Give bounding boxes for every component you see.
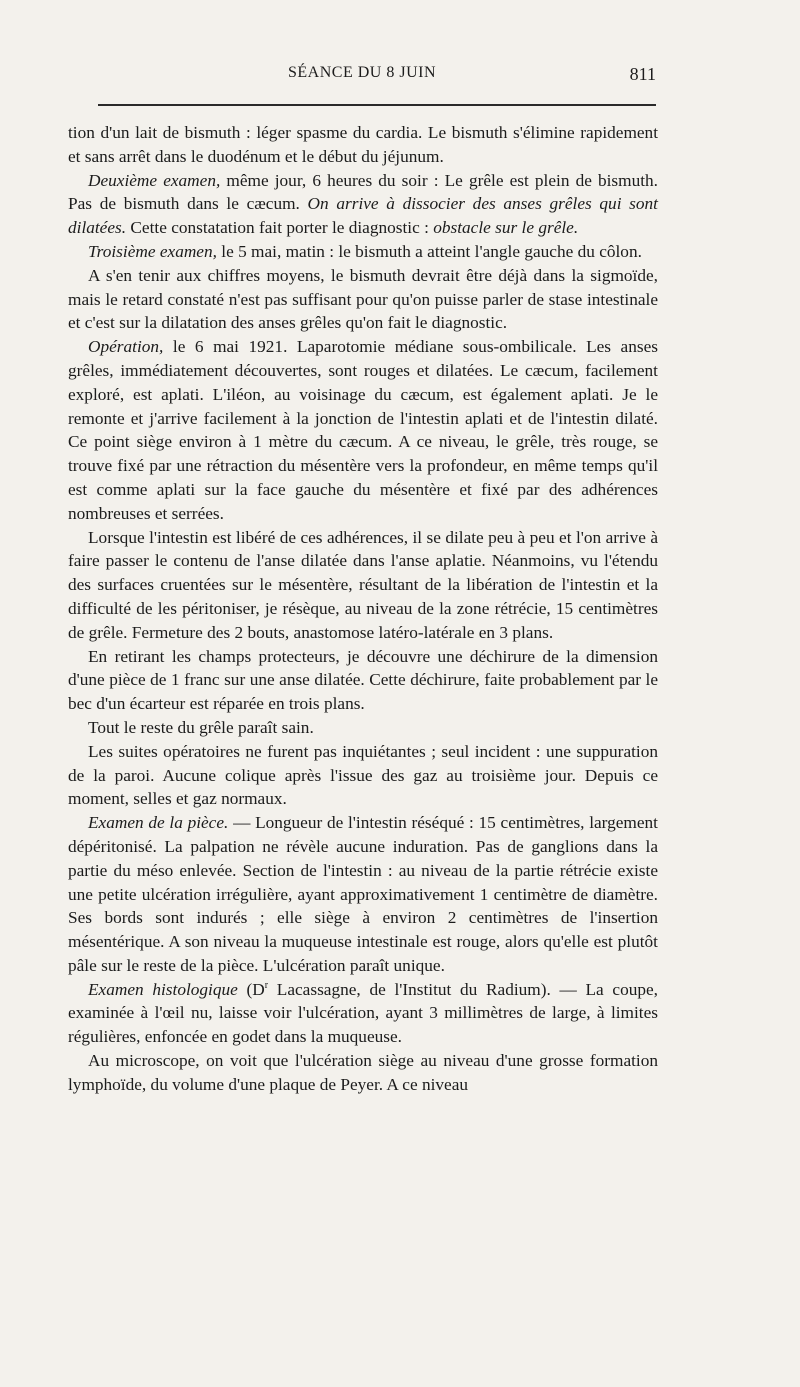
paragraph: [68, 716, 658, 740]
paragraph-text: Tout le reste du grêle paraît sain.: [88, 717, 314, 737]
paragraph: [68, 335, 658, 525]
header-rule: [98, 104, 656, 106]
paragraph-lead: Examen histologique: [88, 979, 238, 999]
paragraph-text: Lorsque l'intestin est libéré de ces adhérences, il se dilate peu à peu et l'on arrive à faire passer le contenu de l'anse dilatée dans l'anse aplatie. Néanmoins, vu l'étendu des surfaces cruentées sur le mésentère, résultant de la libération de l'intestin et la difficulté de les péritoniser, je résèque, au niveau de la zone rétrécie, 15 centimètres de grêle. Fermeture des 2 bouts, anastomose latéro-latérale en 3 plans.: [68, 527, 658, 642]
paragraph-text: En retirant les champs protecteurs, je découvre une déchirure de la dimension d'une pièce de 1 franc sur une anse dilatée. Cette déchirure, faite probablement par le bec d'un écarteur est réparée en trois plans.: [68, 646, 658, 714]
paragraph-text: tion d'un lait de bismuth : léger spasme du cardia. Le bismuth s'élimine rapidement et sans arrêt dans le duodénum et le début du jéjunum.: [68, 123, 658, 166]
paragraph: [68, 740, 658, 811]
paragraph-text: le 5 mai, matin : le bismuth a atteint l'angle gauche du côlon.: [216, 241, 642, 261]
paragraph-text: (D: [237, 979, 265, 999]
paragraph-lead: Troisième examen,: [88, 241, 217, 261]
paragraph: [68, 264, 658, 335]
paragraph-italic: On arrive à dissocier des anses grêles qui sont dilatées.: [68, 194, 658, 238]
paragraph: [68, 978, 658, 1049]
paragraph-lead: Examen de la pièce.: [88, 813, 229, 833]
paragraph: [68, 1049, 658, 1097]
superscript: r: [264, 979, 269, 991]
paragraph: [68, 169, 658, 240]
paragraph-text: le 6 mai 1921. Laparotomie médiane sous-ombilicale. Les anses grêles, immédiatement découvertes, sont rouges et dilatées. Le cæcum, facilement exploré, est aplati. L'iléon, au voisinage du cæcum, est également aplati. Je le remonte et j'arrive facilement à la jonction de l'intestin aplati et de l'intestin dilaté. Ce point siège environ à 1 mètre du cæcum. A ce niveau, le grêle, très rouge, se trouve fixé par une rétraction du mésentère vers la profondeur, en même temps qu'il est comme aplati sur la face gauche du mésentère et fixé par des adhérences nombreuses et serrées.: [68, 337, 658, 523]
paragraph: [68, 645, 658, 716]
paragraph-text: Au microscope, on voit que l'ulcération siège au niveau d'une grosse formation lymphoïde, du volume d'une plaque de Peyer. A ce niveau: [68, 1051, 658, 1094]
running-title: SÉANCE DU 8 JUIN: [288, 64, 436, 81]
paragraph: [68, 121, 658, 169]
paragraph: [68, 811, 658, 978]
paragraph-lead: Deuxième examen,: [88, 170, 221, 190]
paragraph-lead: Opération,: [88, 337, 164, 357]
page-number: 811: [629, 64, 656, 84]
page-header: [68, 64, 656, 86]
paragraph-text: Cette constatation fait porter le diagnostic :: [126, 218, 434, 238]
body-text: [68, 121, 658, 1097]
paragraph: [68, 240, 658, 264]
paragraph-text: même jour, 6 heures du soir : Le grêle est plein de bismuth. Pas de bismuth dans le cæcum.: [68, 170, 659, 214]
paragraph-italic: obstacle sur le grêle.: [433, 218, 579, 238]
paragraph-text: Lacassagne, de l'Institut du Radium). — La coupe, examinée à l'œil nu, laisse voir l'ulcération, ayant 3 millimètres de large, à limites régulières, enfoncée en godet dans la muqueuse.: [68, 979, 658, 1047]
paragraph: [68, 526, 658, 645]
paragraph-text: — Longueur de l'intestin réséqué : 15 centimètres, largement dépéritonisé. La palpation ne révèle aucune induration. Pas de ganglions dans la partie du méso enlevée. Section de l'intestin : au niveau de la partie rétrécie existe une petite ulcération irrégulière, ayant approximativement 1 centimètre de diamètre. Ses bords sont indurés ; elle siège à environ 2 centimètres de l'insertion mésentérique. A son niveau la muqueuse intestinale est rouge, alors qu'elle est plutôt pâle sur le reste de la pièce. L'ulcération paraît unique.: [68, 813, 658, 975]
paragraph-text: Les suites opératoires ne furent pas inquiétantes ; seul incident : une suppuration de la paroi. Aucune colique après l'issue des gaz au troisième jour. Depuis ce moment, selles et gaz normaux.: [68, 741, 658, 809]
paragraph-text: A s'en tenir aux chiffres moyens, le bismuth devrait être déjà dans la sigmoïde, mais le retard constaté n'est pas suffisant pour qu'on puisse parler de stase intestinale et c'est sur la dilatation des anses grêles qu'on fait le diagnostic.: [68, 265, 658, 333]
